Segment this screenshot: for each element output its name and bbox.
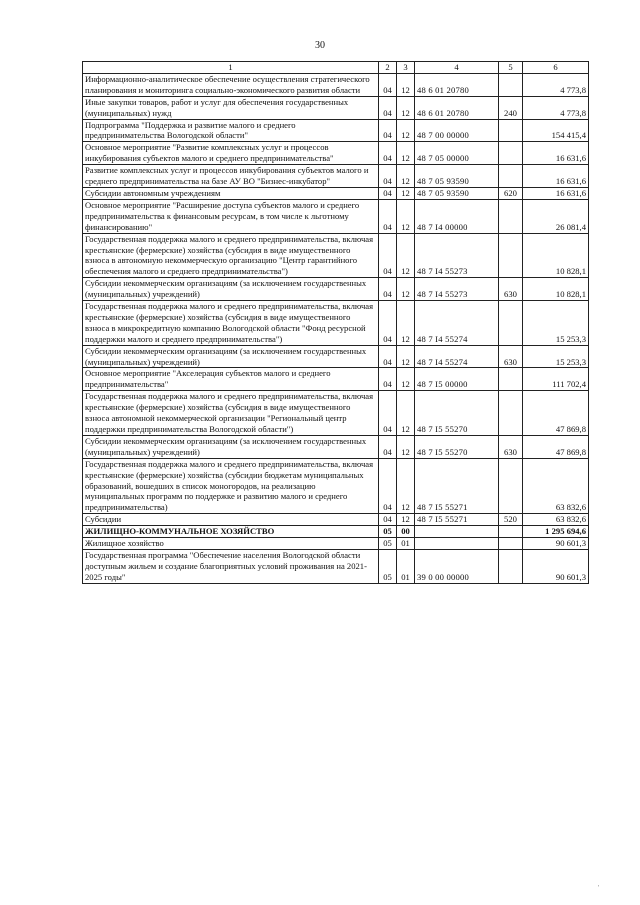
amount-cell: 4 773,8 (523, 96, 589, 119)
row-name-cell: Субсидии некоммерческим организациям (за исключением государственных (муниципальных) учреждений) (83, 345, 379, 368)
amount-cell: 1 295 694,6 (523, 526, 589, 538)
row-name-cell: Субсидии некоммерческим организациям (за исключением государственных (муниципальных) учреждений) (83, 278, 379, 301)
target-article-cell: 48 7 I4 55274 (415, 301, 499, 346)
amount-cell: 10 828,1 (523, 278, 589, 301)
section-code-cell: 04 (379, 187, 397, 199)
section-code-cell: 05 (379, 538, 397, 550)
table-row (83, 96, 589, 119)
table-row (83, 165, 589, 188)
row-name-cell: Развитие комплексных услуг и процессов инкубирования субъектов малого и среднего предпринимательства на базе АУ ВО "Бизнес-инкубатор" (83, 165, 379, 188)
amount-cell: 63 832,6 (523, 514, 589, 526)
target-article-cell: 48 6 01 20780 (415, 96, 499, 119)
subsection-code-cell: 01 (397, 549, 415, 583)
target-article-cell: 48 7 I4 55273 (415, 233, 499, 278)
table-row (83, 73, 589, 96)
section-code-cell: 04 (379, 514, 397, 526)
section-code-cell: 04 (379, 119, 397, 142)
table-row (83, 199, 589, 233)
table-row (83, 391, 589, 436)
amount-cell: 10 828,1 (523, 233, 589, 278)
expense-type-cell (499, 73, 523, 96)
subsection-code-cell: 12 (397, 345, 415, 368)
amount-cell: 16 631,6 (523, 165, 589, 188)
section-code-cell: 04 (379, 458, 397, 514)
table-row (83, 142, 589, 165)
section-code-cell: 04 (379, 368, 397, 391)
subsection-code-cell: 12 (397, 199, 415, 233)
column-header: 5 (499, 62, 523, 74)
section-code-cell: 04 (379, 345, 397, 368)
section-code-cell: 04 (379, 233, 397, 278)
section-code-cell: 04 (379, 96, 397, 119)
row-name-cell: Государственная поддержка малого и среднего предпринимательства, включая крестьянские (фермерские) хозяйства (субсидия в виде имущественного взноса в микрокредитную компанию Вологодской области "Фонд ресурсной поддержки малого и среднего предпринимательства") (83, 301, 379, 346)
subsection-code-cell: 12 (397, 142, 415, 165)
section-code-cell: 04 (379, 199, 397, 233)
row-name-cell: Иные закупки товаров, работ и услуг для обеспечения государственных (муниципальных) нужд (83, 96, 379, 119)
amount-cell: 90 601,3 (523, 549, 589, 583)
expense-type-cell (499, 538, 523, 550)
expense-type-cell (499, 368, 523, 391)
section-code-cell: 04 (379, 73, 397, 96)
column-header: 2 (379, 62, 397, 74)
column-header: 6 (523, 62, 589, 74)
target-article-cell: 48 7 05 93590 (415, 187, 499, 199)
table-row (83, 458, 589, 514)
subsection-code-cell: 12 (397, 165, 415, 188)
table-row (83, 514, 589, 526)
column-header: 1 (83, 62, 379, 74)
section-code-cell: 04 (379, 278, 397, 301)
row-name-cell: Жилищное хозяйство (83, 538, 379, 550)
section-code-cell: 04 (379, 301, 397, 346)
row-name-cell: Основное мероприятие "Акселерация субъектов малого и среднего предпринимательства" (83, 368, 379, 391)
column-header: 4 (415, 62, 499, 74)
subsection-code-cell: 12 (397, 278, 415, 301)
section-code-cell: 05 (379, 549, 397, 583)
subsection-code-cell: 01 (397, 538, 415, 550)
amount-cell: 90 601,3 (523, 538, 589, 550)
target-article-cell (415, 538, 499, 550)
amount-cell: 154 415,4 (523, 119, 589, 142)
amount-cell: 4 773,8 (523, 73, 589, 96)
target-article-cell: 48 7 I5 55270 (415, 435, 499, 458)
table-row (83, 301, 589, 346)
amount-cell: 15 253,3 (523, 345, 589, 368)
target-article-cell: 48 7 I4 55274 (415, 345, 499, 368)
table-row (83, 119, 589, 142)
expense-type-cell (499, 301, 523, 346)
row-name-cell: Государственная поддержка малого и среднего предпринимательства, включая крестьянские (фермерские) хозяйства (субсидии бюджетам муниципальных образований, вошедших в список моногородов, на реализацию муниципальных программ по поддержке и развитию малого и среднего предпринимательства) (83, 458, 379, 514)
section-code-cell: 05 (379, 526, 397, 538)
expense-type-cell (499, 142, 523, 165)
row-name-cell: Субсидии автономным учреждениям (83, 187, 379, 199)
budget-table (82, 61, 589, 584)
target-article-cell (415, 526, 499, 538)
page-number: 30 (315, 40, 325, 51)
table-row (83, 526, 589, 538)
amount-cell: 47 869,8 (523, 435, 589, 458)
amount-cell: 111 702,4 (523, 368, 589, 391)
subsection-code-cell: 12 (397, 435, 415, 458)
subsection-code-cell: 12 (397, 233, 415, 278)
subsection-code-cell: 00 (397, 526, 415, 538)
section-code-cell: 04 (379, 165, 397, 188)
target-article-cell: 48 6 01 20780 (415, 73, 499, 96)
target-article-cell: 48 7 05 00000 (415, 142, 499, 165)
target-article-cell: 48 7 I5 55270 (415, 391, 499, 436)
table-row (83, 187, 589, 199)
expense-type-cell: 240 (499, 96, 523, 119)
row-name-cell: Субсидии некоммерческим организациям (за исключением государственных (муниципальных) учреждений) (83, 435, 379, 458)
header-row (83, 62, 589, 74)
expense-type-cell (499, 391, 523, 436)
row-name-cell: Основное мероприятие "Расширение доступа субъектов малого и среднего предпринимательства к финансовым ресурсам, в том числе к льготному финансированию" (83, 199, 379, 233)
subsection-code-cell: 12 (397, 391, 415, 436)
row-name-cell: ЖИЛИЩНО-КОММУНАЛЬНОЕ ХОЗЯЙСТВО (83, 526, 379, 538)
row-name-cell: Информационно-аналитическое обеспечение осуществления стратегического планирования и мониторинга социально-экономического развития области (83, 73, 379, 96)
subsection-code-cell: 12 (397, 458, 415, 514)
scan-mark: ' (598, 884, 600, 892)
row-name-cell: Государственная поддержка малого и среднего предпринимательства, включая крестьянские (фермерские) хозяйства (субсидия в виде имущественного взноса автономной некоммерческой организации "Региональный центр поддержки предпринимательства Вологодской области") (83, 391, 379, 436)
subsection-code-cell: 12 (397, 187, 415, 199)
row-name-cell: Основное мероприятие "Развитие комплексных услуг и процессов инкубирования субъектов малого и среднего предпринимательства" (83, 142, 379, 165)
expense-type-cell (499, 199, 523, 233)
amount-cell: 15 253,3 (523, 301, 589, 346)
section-code-cell: 04 (379, 391, 397, 436)
amount-cell: 16 631,6 (523, 187, 589, 199)
expense-type-cell (499, 549, 523, 583)
subsection-code-cell: 12 (397, 514, 415, 526)
section-code-cell: 04 (379, 142, 397, 165)
target-article-cell: 48 7 I4 00000 (415, 199, 499, 233)
target-article-cell: 48 7 I5 55271 (415, 458, 499, 514)
amount-cell: 26 081,4 (523, 199, 589, 233)
expense-type-cell: 630 (499, 278, 523, 301)
expense-type-cell (499, 458, 523, 514)
subsection-code-cell: 12 (397, 73, 415, 96)
expense-type-cell (499, 526, 523, 538)
target-article-cell: 48 7 I5 55271 (415, 514, 499, 526)
expense-type-cell: 630 (499, 345, 523, 368)
target-article-cell: 48 7 I4 55273 (415, 278, 499, 301)
expense-type-cell: 630 (499, 435, 523, 458)
row-name-cell: Подпрограмма "Поддержка и развитие малого и среднего предпринимательства Вологодской области" (83, 119, 379, 142)
table-row (83, 549, 589, 583)
expense-type-cell (499, 119, 523, 142)
table-row (83, 278, 589, 301)
column-header: 3 (397, 62, 415, 74)
expense-type-cell: 620 (499, 187, 523, 199)
table-row (83, 368, 589, 391)
table-row (83, 345, 589, 368)
expense-type-cell (499, 233, 523, 278)
table-body (83, 73, 589, 583)
expense-type-cell (499, 165, 523, 188)
target-article-cell: 39 0 00 00000 (415, 549, 499, 583)
row-name-cell: Государственная поддержка малого и среднего предпринимательства, включая крестьянские (фермерские) хозяйства (субсидия в виде имущественного взноса в автономную некоммерческую организацию "Центр гарантийного обеспечения малого и среднего предпринимательства") (83, 233, 379, 278)
target-article-cell: 48 7 00 00000 (415, 119, 499, 142)
amount-cell: 63 832,6 (523, 458, 589, 514)
table-row (83, 435, 589, 458)
row-name-cell: Государственная программа "Обеспечение населения Вологодской области доступным жильем и создание благоприятных условий проживания на 2021-2025 годы" (83, 549, 379, 583)
section-code-cell: 04 (379, 435, 397, 458)
amount-cell: 16 631,6 (523, 142, 589, 165)
target-article-cell: 48 7 05 93590 (415, 165, 499, 188)
target-article-cell: 48 7 I5 00000 (415, 368, 499, 391)
table-row (83, 233, 589, 278)
row-name-cell: Субсидии (83, 514, 379, 526)
subsection-code-cell: 12 (397, 368, 415, 391)
subsection-code-cell: 12 (397, 301, 415, 346)
expense-type-cell: 520 (499, 514, 523, 526)
subsection-code-cell: 12 (397, 119, 415, 142)
subsection-code-cell: 12 (397, 96, 415, 119)
amount-cell: 47 869,8 (523, 391, 589, 436)
table-row (83, 538, 589, 550)
